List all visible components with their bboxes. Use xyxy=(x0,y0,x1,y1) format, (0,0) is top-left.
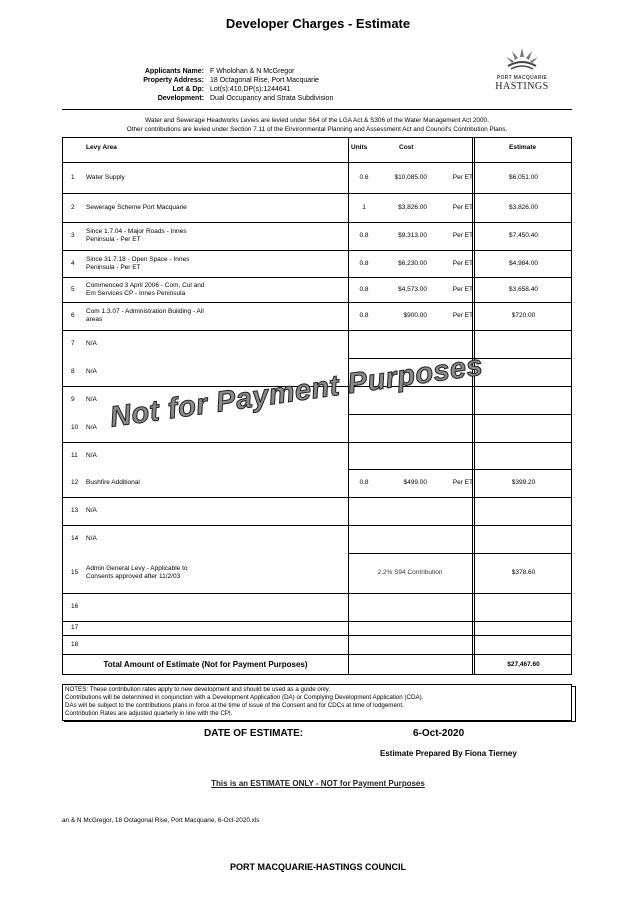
header-estimate: Estimate xyxy=(509,144,537,151)
table-row xyxy=(63,222,571,250)
table-row xyxy=(63,302,571,330)
estimate-value: $378.60 xyxy=(511,569,536,576)
cost-value: $4,573.00 xyxy=(398,285,427,293)
legal-line2: Other contributions are levied under Section 7.11 of the Environmental Planning and Assessment Act and Council's Contribution Plans. xyxy=(126,126,508,133)
total-rule xyxy=(63,654,571,655)
units-value: 0.6 xyxy=(359,173,369,181)
row-number: 5 xyxy=(71,285,75,293)
table-row xyxy=(63,621,571,635)
lot-value: Lot(s):410,DP(s):1244641 xyxy=(210,86,291,93)
row-rule xyxy=(63,497,571,498)
estimate-value: $7,450.40 xyxy=(509,232,538,239)
applicant-value: F Wholohan & N McGregor xyxy=(210,68,295,75)
page-title: Developer Charges - Estimate xyxy=(225,16,411,31)
applicant-details xyxy=(100,67,333,103)
units-value: 0.8 xyxy=(359,285,369,293)
note-line: NOTES: These contribution rates apply to new development and should be used as a guide only. xyxy=(65,686,330,693)
note-line: DAs will be subject to the contributions plans in force at the time of issue of the Consent and for CDCs at time of lodgement. xyxy=(65,702,404,709)
levy-description: Bushfire Additional xyxy=(86,479,140,486)
table-row xyxy=(63,193,571,222)
date-label: DATE OF ESTIMATE: xyxy=(204,728,304,739)
divider xyxy=(62,109,572,110)
development-row xyxy=(100,94,333,103)
per-unit-label: Per ET xyxy=(452,285,473,293)
development-value: Dual Occupancy and Strata Subdivision xyxy=(210,95,334,102)
row-number: 7 xyxy=(71,340,75,347)
levy-description: N/A xyxy=(86,507,97,514)
row-number: 11 xyxy=(71,451,78,459)
s94-contribution: 2.2% S94 Contribution xyxy=(377,569,443,576)
estimate-value: $3,826.00 xyxy=(509,203,538,211)
header-levy-area: Levy Area xyxy=(86,144,117,151)
units-value: 0.8 xyxy=(359,479,369,486)
row-rule xyxy=(63,330,571,331)
legal-text xyxy=(62,116,572,134)
per-unit-label: Per ET xyxy=(452,479,473,486)
per-unit-label: Per ET xyxy=(452,259,473,267)
levy-description: Com 1.3.07 - Administration Building - All areas xyxy=(86,308,204,323)
notes-box xyxy=(62,684,572,721)
row-number: 16 xyxy=(71,603,79,610)
note-line: Contributions will be determined in conjunction with a Development Application (DA) or Complying Development Application (CDA). xyxy=(65,694,424,701)
table-row xyxy=(63,593,571,621)
watermark: Not for Payment Purposes xyxy=(108,349,485,434)
row-rule xyxy=(63,635,571,636)
row-rule xyxy=(63,222,571,223)
cost-value: $499.00 xyxy=(403,479,427,486)
date-value: 6-Oct-2020 xyxy=(413,728,465,739)
levy-description: N/A xyxy=(86,451,97,459)
table-row xyxy=(63,553,571,593)
row-number: 13 xyxy=(71,507,79,514)
logo-line2: HASTINGS xyxy=(495,81,549,92)
table-row xyxy=(63,469,571,497)
row-number: 4 xyxy=(71,259,75,267)
row-number: 9 xyxy=(71,396,75,403)
table-row xyxy=(63,277,571,302)
levy-description: Commenced 3 April 2006 - Com, Cul and Em Services CP - Innes Peninsula xyxy=(86,281,205,297)
file-reference: an & N McGregor, 18 Octagonal Rise, Port Macquarie, 6-Oct-2020.xls xyxy=(62,817,260,824)
units-value: 0.8 xyxy=(359,259,369,267)
legal-line1: Water and Sewerage Headworks Levies are levied under S64 of the LGA Act & S306 of the Water Management Act 2000. xyxy=(145,117,489,124)
table-row xyxy=(63,525,571,553)
per-unit-label: Per ET xyxy=(452,312,473,319)
header-units: Units xyxy=(351,144,368,151)
row-number: 18 xyxy=(71,640,79,648)
row-rule xyxy=(348,414,572,415)
levy-description: N/A xyxy=(86,340,97,347)
row-rule xyxy=(63,621,571,622)
row-rule xyxy=(63,442,571,443)
table-row xyxy=(63,442,571,469)
row-number: 15 xyxy=(71,569,79,576)
row-rule xyxy=(63,250,571,251)
row-number: 17 xyxy=(71,624,79,631)
levy-description: Sewerage Scheme Port Macquarie xyxy=(86,203,187,211)
estimate-value: $3,658.40 xyxy=(509,285,538,293)
row-rule xyxy=(348,469,572,470)
levy-description: N/A xyxy=(86,424,97,431)
applicant-label: Applicants Name: xyxy=(144,68,204,75)
table-row xyxy=(63,497,571,525)
estimate-value: $4,984.00 xyxy=(509,259,538,267)
per-unit-label: Per ET xyxy=(452,232,473,239)
levy-description: Admin General Levy - Applicable to Consents approved after 11/2/03 xyxy=(86,565,188,580)
units-value: 0.8 xyxy=(359,312,369,319)
levy-description: N/A xyxy=(86,396,97,403)
row-rule xyxy=(63,193,571,194)
estimate-value: $720.00 xyxy=(511,312,536,319)
levy-description: Water Supply xyxy=(86,173,125,181)
row-rule xyxy=(63,277,571,278)
units-value: 1 xyxy=(362,203,366,211)
lot-row xyxy=(100,85,333,94)
lot-label: Lot & Dp: xyxy=(172,86,204,93)
row-number: 10 xyxy=(71,424,79,431)
address-label: Property Address: xyxy=(143,77,204,84)
row-rule xyxy=(348,553,572,554)
address-row xyxy=(100,76,333,85)
estimate-only-notice: This is an ESTIMATE ONLY - NOT for Payment Purposes xyxy=(211,779,425,788)
row-number: 14 xyxy=(71,535,79,542)
levy-description: N/A xyxy=(86,368,97,375)
row-rule xyxy=(63,593,571,594)
levy-description: Since 1.7.04 - Major Roads - Innes Peninsula - Per ET xyxy=(86,228,187,243)
prepared-by: Estimate Prepared By Fiona Tierney xyxy=(380,749,517,758)
row-number: 12 xyxy=(71,479,79,486)
total-value: $27,467.60 xyxy=(507,661,540,668)
total-label: Total Amount of Estimate (Not for Payment Purposes) xyxy=(103,660,308,669)
cost-value: $10,085.00 xyxy=(394,173,427,181)
row-number: 8 xyxy=(71,368,75,375)
cost-value: $3,826.00 xyxy=(398,203,427,211)
note-line: Contribution Rates are adjusted quarterly in line with the CPI. xyxy=(65,710,233,717)
logo-line1: PORT MACQUARIE xyxy=(496,75,548,81)
table-row xyxy=(63,250,571,277)
cost-value: $6,230.00 xyxy=(398,259,427,267)
footer-council: PORT MACQUARIE-HASTINGS COUNCIL xyxy=(230,862,406,872)
units-value: 0.8 xyxy=(359,232,369,239)
row-number: 2 xyxy=(71,203,75,211)
table-row xyxy=(63,635,571,654)
header-cost: Cost xyxy=(399,144,414,151)
row-rule xyxy=(63,525,571,526)
applicant-row xyxy=(100,67,333,76)
row-number: 6 xyxy=(71,312,75,319)
estimate-value: $399.20 xyxy=(511,479,536,486)
table-row xyxy=(63,162,571,193)
per-unit-label: Per ET xyxy=(452,173,473,181)
row-rule xyxy=(63,302,571,303)
row-number: 1 xyxy=(71,173,75,181)
estimate-value: $6,051.00 xyxy=(509,173,538,181)
levy-description: N/A xyxy=(86,535,97,542)
cost-value: $9,313.00 xyxy=(398,232,427,239)
address-value: 18 Octagonal Rise, Port Macquarie xyxy=(210,77,319,84)
development-label: Development: xyxy=(157,95,204,102)
row-number: 3 xyxy=(71,232,75,239)
cost-value: $900.00 xyxy=(403,312,427,319)
levy-description: Since 31.7.18 - Open Space - Innes Peninsula - Per ET xyxy=(86,255,190,271)
logo-sun-icon xyxy=(502,44,542,70)
table-row xyxy=(63,330,571,358)
per-unit-label: Per ET xyxy=(452,203,473,211)
council-logo xyxy=(487,44,557,92)
